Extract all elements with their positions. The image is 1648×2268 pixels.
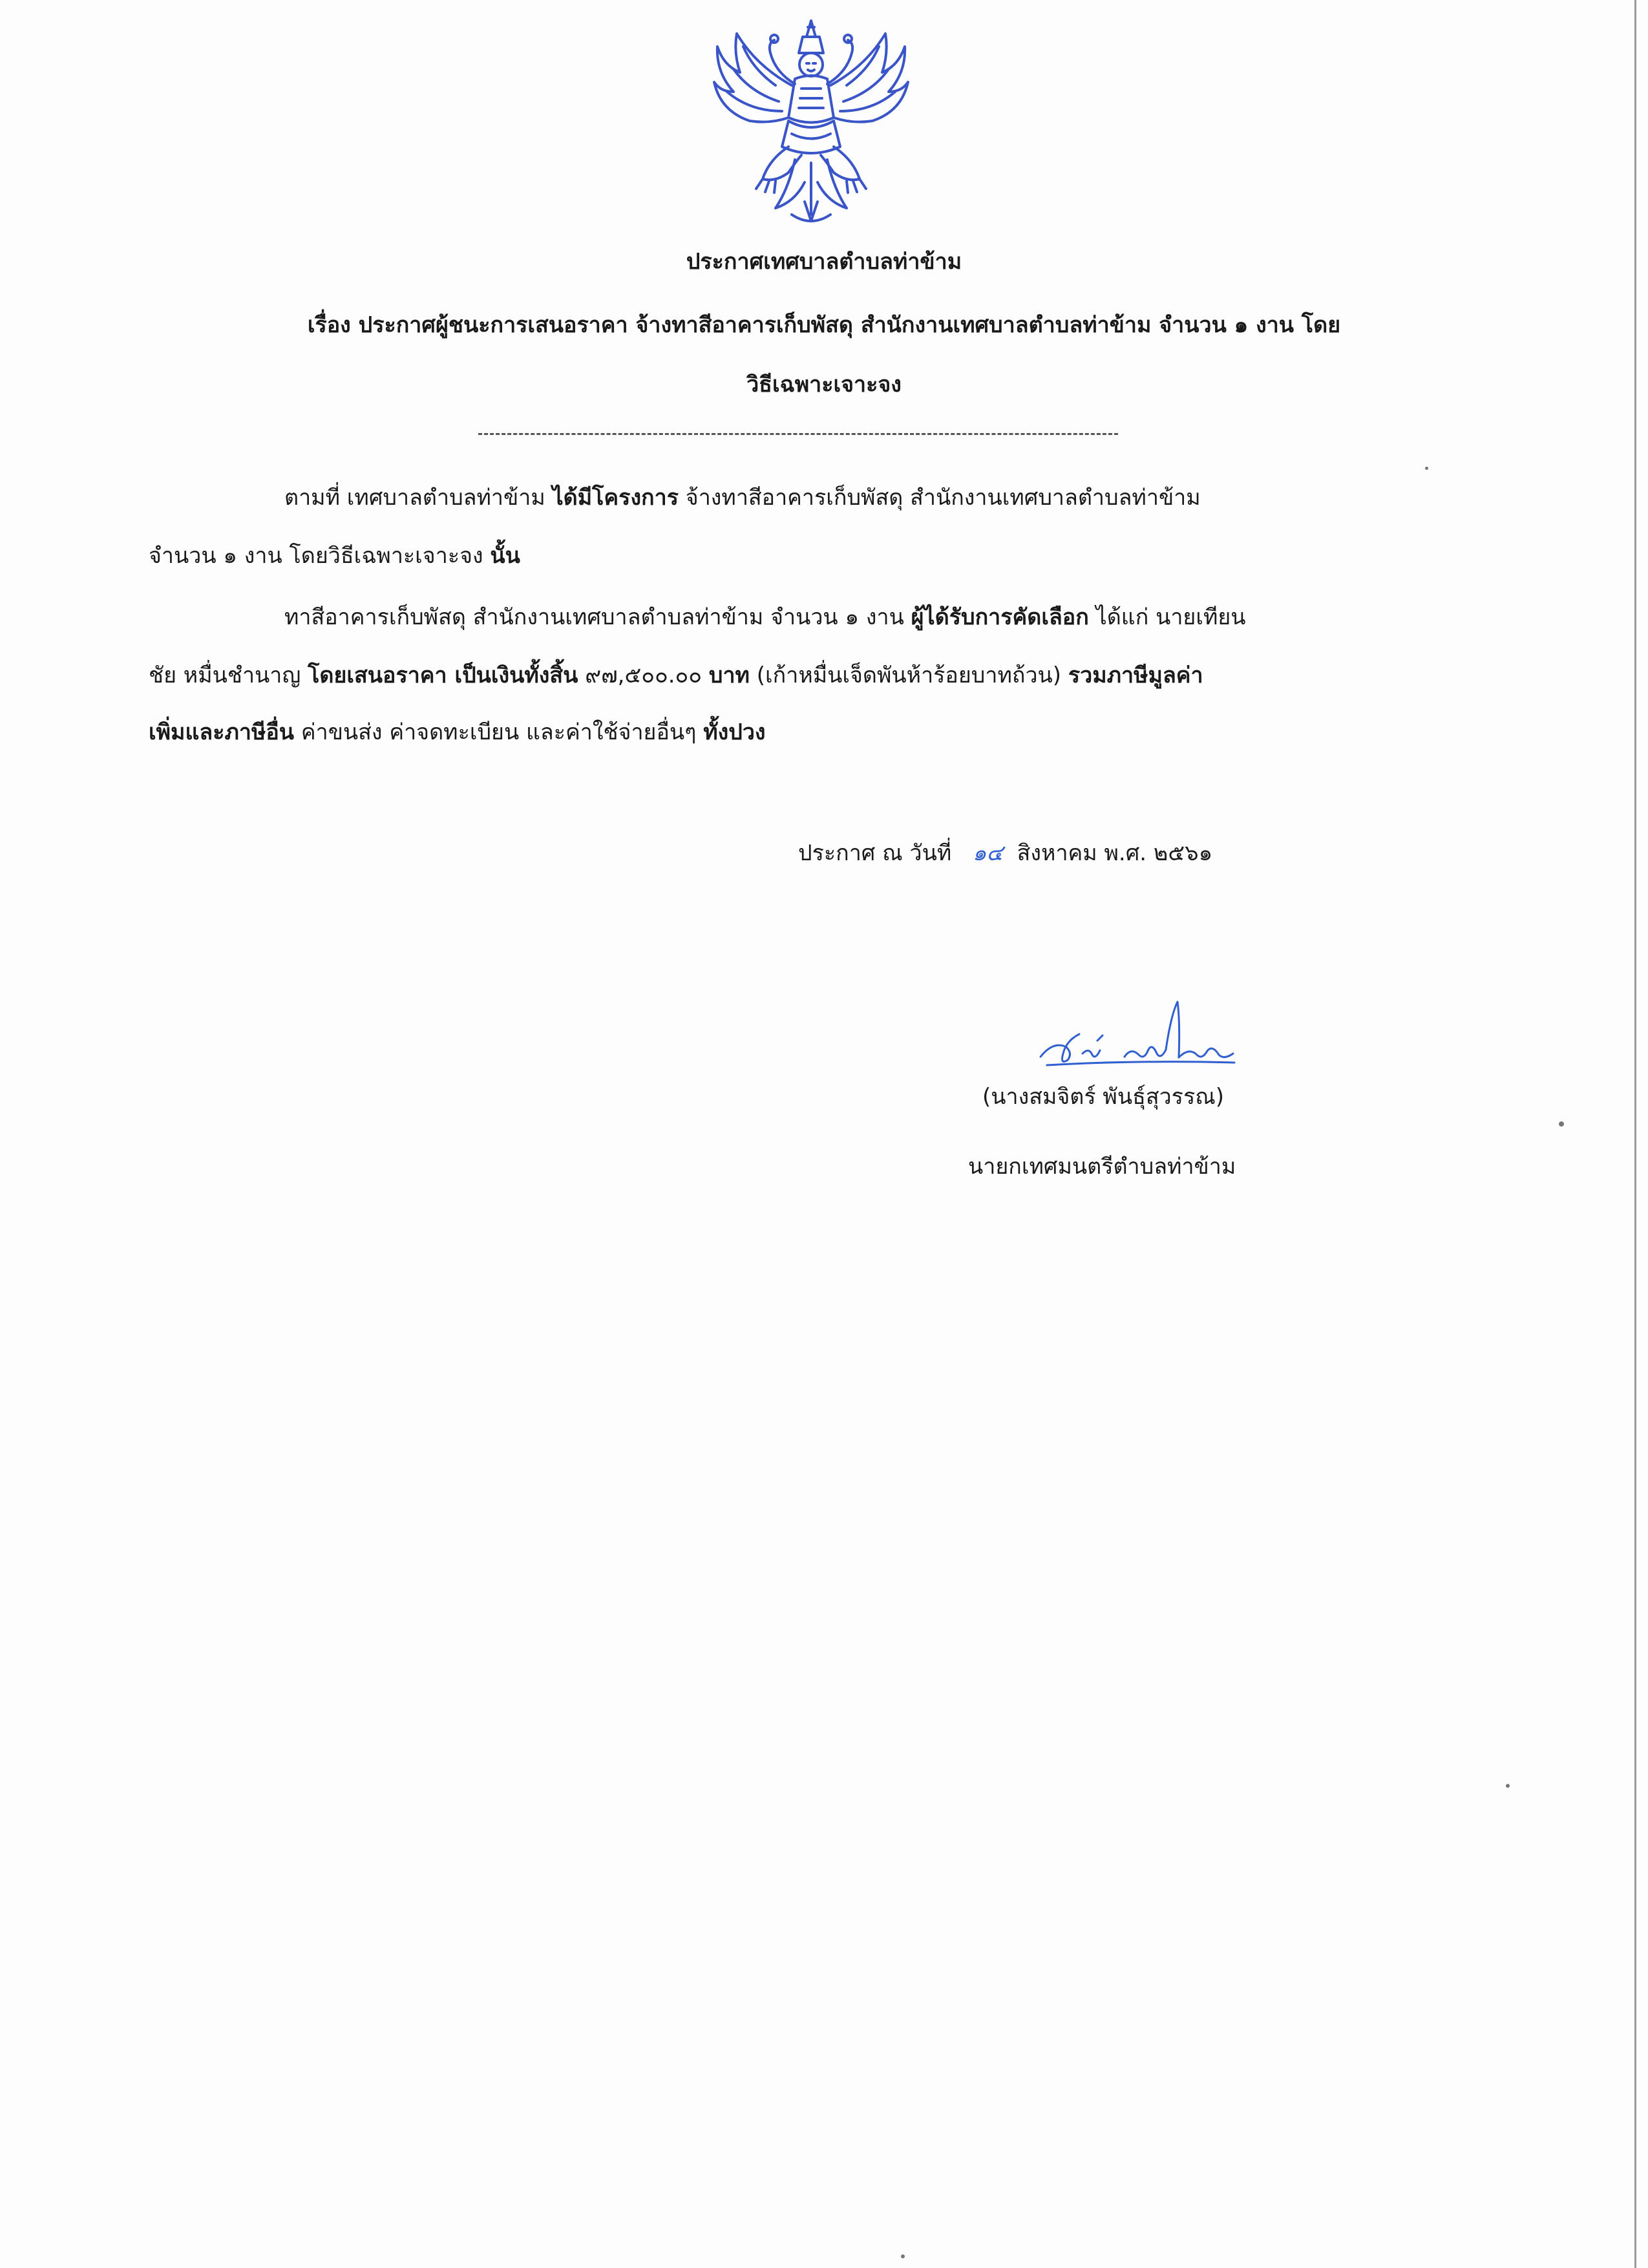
date-prefix: ประกาศ ณ วันที่ — [798, 840, 952, 866]
text-run-bold: นั้น — [490, 543, 520, 569]
scan-speck — [1506, 1784, 1510, 1788]
subject-line-continued: วิธีเฉพาะเจาะจง — [746, 372, 902, 397]
amount-in-words: (เก้าหมื่นเจ็ดพันห้าร้อยบาทถ้วน) — [749, 662, 1068, 688]
text-run-bold: โดยเสนอราคา เป็นเงินทั้งสิ้น — [308, 662, 578, 688]
scan-speck — [1425, 467, 1428, 470]
separator-rule — [478, 433, 1118, 435]
paragraph-2-line-2 — [149, 659, 1203, 692]
text-run-bold: ผู้ได้รับการคัดเลือก — [911, 604, 1089, 630]
date-month-year: สิงหาคม พ.ศ. ๒๕๖๑ — [1017, 840, 1213, 866]
signatory-title: นายกเทศมนตรีตำบลท่าข้าม — [968, 1154, 1236, 1180]
date-day-handwritten: ๑๔ — [972, 840, 1004, 866]
text-run: ตามที่ เทศบาลตำบลท่าข้าม — [284, 485, 553, 511]
paragraph-1-line-1 — [284, 482, 1201, 514]
paragraph-2-line-3 — [149, 716, 766, 748]
text-run: ได้แก่ นายเทียน — [1088, 604, 1246, 630]
garuda-emblem — [698, 8, 924, 240]
amount-value: ๙๗,๕๐๐.๐๐ — [578, 662, 709, 688]
announcement-title: ประกาศเทศบาลตำบลท่าข้าม — [686, 249, 962, 275]
text-run-bold: ได้มีโครงการ — [552, 485, 679, 511]
signatory-name: (นางสมจิตร์ พันธุ์สุวรรณ) — [982, 1084, 1225, 1110]
paragraph-2-line-1 — [284, 601, 1246, 633]
text-run-bold: บาท — [708, 662, 750, 688]
paragraph-1-line-2 — [149, 540, 520, 572]
text-run-bold: ทั้งปวง — [703, 719, 766, 745]
scan-speck — [901, 2254, 905, 2258]
announcement-date — [798, 837, 1212, 869]
subject-line: เรื่อง ประกาศผู้ชนะการเสนอราคา จ้างทาสีอาคารเก็บพัสดุ สำนักงานเทศบาลตำบลท่าข้าม จำนวน ๑ งาน โดย — [307, 312, 1341, 338]
text-run: จ้างทาสีอาคารเก็บพัสดุ สำนักงานเทศบาลตำบลท่าข้าม — [678, 485, 1201, 511]
handwritten-signature — [1028, 995, 1247, 1073]
text-run: ชัย หมื่นชำนาญ — [149, 662, 308, 688]
text-run: จำนวน ๑ งาน โดยวิธีเฉพาะเจาะจง — [149, 543, 491, 569]
scan-speck — [1559, 1121, 1564, 1127]
text-run: ค่าขนส่ง ค่าจดทะเบียน และค่าใช้จ่ายอื่นๆ — [294, 719, 704, 745]
text-run-bold: รวมภาษีมูลค่า — [1068, 662, 1203, 688]
text-run: ทาสีอาคารเก็บพัสดุ สำนักงานเทศบาลตำบลท่าข้าม จำนวน ๑ งาน — [284, 604, 911, 630]
text-run-bold: เพิ่มและภาษีอื่น — [149, 719, 295, 745]
